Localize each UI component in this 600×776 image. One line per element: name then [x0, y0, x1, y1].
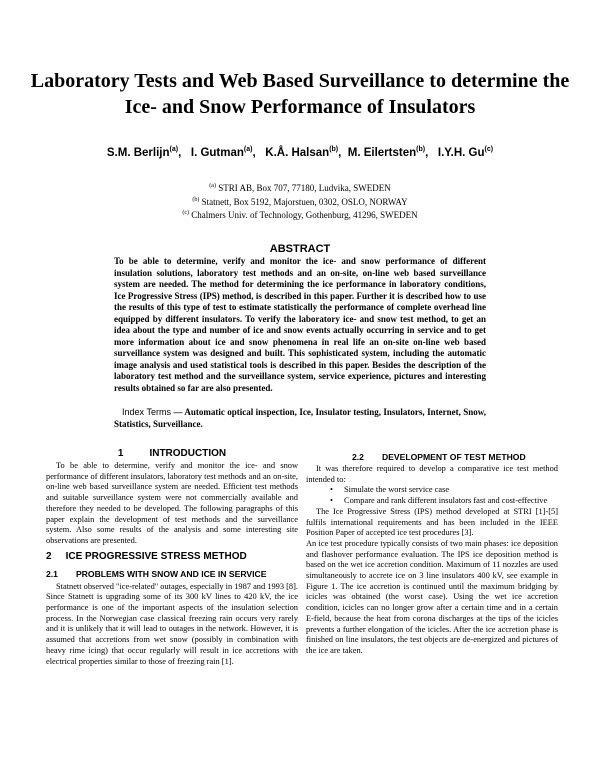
author: K.Å. Halsan$^{(b)}$,	[265, 146, 345, 159]
problems-paragraph: Statnett observed "ice-related" outages, especially in 1987 and 1993 [8]. Since Statnett is upgrading some of its 300 kV lines to 420 kV, the ice performance is one of the important aspects of the insulation selection process. In the Norwegian case classical freezing rain occurs very rarely and it is unlikely that it will lead to outages in the network. However, it is assumed that accretions from wet snow (possibly in combination with heavy rime icing) that occur regularly will result in ice accretions with electrical properties similar to those of freezing rain [1].	[46, 581, 298, 666]
left-column	[46, 447, 298, 667]
index-terms-text: — Automatic optical inspection, Ice, Insulator testing, Insulators, Internet, Snow, Statistics, Surveillance.	[114, 407, 486, 429]
author: I.Y.H. Gu$^{(c)}$	[437, 146, 494, 159]
subsection-heading-development: 2.2 DEVELOPMENT OF TEST METHOD	[352, 452, 526, 462]
subsection-heading-problems: 2.1 PROBLEMS WITH SNOW AND ICE IN SERVICE	[46, 568, 267, 579]
affiliation: $^{(c)}$ Chalmers Univ. of Technology, Gothenburg, 41296, SWEDEN	[182, 210, 418, 220]
introduction-paragraph: To be able to determine, verify and monitor the ice- and snow performance of different insulators, laboratory test methods and an on-site, on-line web based surveillance system are needed. Efficient test methods and suitable surveillance system were not commercially available and therefore they needed to be developed. The following paragraphs of this paper explain the development of test methods and the surveillance system. Also some results of the analysis and some interesting site observations are presented.	[46, 461, 298, 545]
author: S.M. Berlijn$^{(a)}$,	[106, 146, 188, 159]
affiliation: $^{(b)}$ Statnett, Box 5192, Majorstuen, 0302, OSLO, NORWAY	[192, 196, 408, 207]
author: M. Eilertsten$^{(b)}$,	[347, 146, 435, 159]
index-terms-label: Index Terms	[122, 407, 172, 417]
abstract-text: To be able to determine, verify and monitor the ice- and snow performance of different insulation solutions, laboratory test methods and an on-site, on-line web based surveillance system are needed. The method for determining the ice performance in laboratory conditions, Ice Progressive Stress (IPS) method, is described in this paper. Further it is described how to use the results of this type of test to estimate statistically the performance of complete overhead line equipped by different insulators. To verify the laboratory ice- and snow test method, to get an idea about the type and number of ice and snow events actually occurring in service and to get more information about ice and snow phenomena in real life an on-site on-line web based surveillance system was designed and built. This sophisticated system, including the automatic image analysis and used statistical tools is described in this paper. Besides the description of the laboratory test method and the surveillance system, service experience, pictures and interesting results obtained so far are also presented.	[114, 256, 486, 394]
affiliation-list	[30, 181, 570, 222]
ice-test-procedure-paragraph: An ice test procedure typically consists of two main phases: ice deposition and flashover performance evaluation. The IPS ice deposition method is based on the wet ice accretion condition. Maximum of 11 nozzles are used simultaneously to accrete ice on 3 line insulators 400 kV, see example in Figure 1. The ice accretion is continued until the maximum bridging by icicles was obtained (the worst case). Using the wet ice accretion condition, icicles can no longer grow after a certain time and in a certain E-field, because the heat from corona discharges at the tips of the icicles prevents a further elongation of the icicles. After the ice accretion phase is finished on line insulators, the test objects are de-energized and pictures of the ice are taken.	[306, 538, 558, 655]
section-heading-introduction: 1 INTRODUCTION	[117, 448, 227, 459]
affiliation: $^{(a)}$ STRI AB, Box 707, 77180, Ludvika, SWEDEN	[209, 183, 391, 193]
requirement-list	[306, 485, 558, 506]
index-terms	[114, 407, 486, 430]
paper-title: Laboratory Tests and Web Based Surveillance to determine the Ice- and Snow Performance of Insulators	[30, 70, 570, 118]
list-item: • Compare and rank different insulators fast and cost-effective	[330, 496, 548, 506]
list-item: • Simulate the worst service case	[330, 485, 450, 495]
section-heading-ips-method: 2 ICE PROGRESSIVE STRESS METHOD	[46, 550, 247, 562]
ips-paragraph: The Ice Progressive Stress (IPS) method developed at STRI [1]-[5] fulfils international requirements and has been included in the IEEE Position Paper of accepted ice test procedures [3].	[306, 506, 558, 538]
right-column	[306, 447, 558, 657]
development-intro: It was therefore required to develop a comparative ice test method intended to:	[306, 464, 558, 484]
abstract-heading: ABSTRACT	[269, 243, 331, 255]
author-list	[30, 146, 570, 159]
author: I. Gutman$^{(a)}$,	[190, 146, 263, 159]
